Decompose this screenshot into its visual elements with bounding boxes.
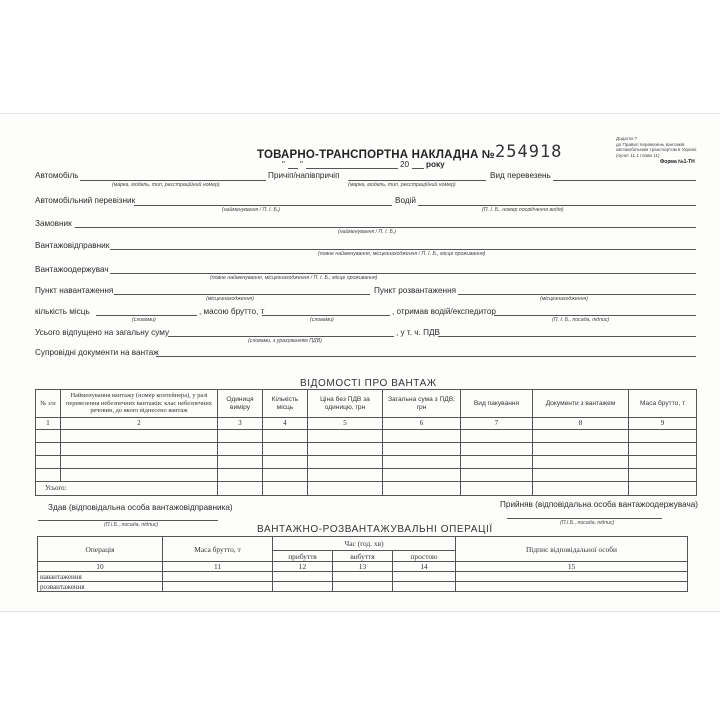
unloading-point-label: Пункт розвантаження (374, 286, 457, 295)
col-number: 13 (333, 562, 393, 572)
car-field[interactable] (80, 180, 266, 181)
col-number: 11 (163, 562, 273, 572)
time-header: Час (год. хв) (273, 537, 456, 551)
loading-point-field[interactable] (114, 294, 370, 295)
col-number: 6 (383, 418, 461, 430)
car-label: Автомобіль (35, 171, 79, 180)
mass-header: Маса брутто, т (163, 537, 273, 562)
cargo-section-title: ВІДОМОСТІ ПРО ВАНТАЖ (300, 378, 437, 389)
total-sum-field[interactable] (168, 336, 394, 337)
arrival-header: прибуття (273, 551, 333, 562)
col-sum-header: Загальна сума з ПДВ, грн (383, 390, 461, 418)
date-year-field[interactable] (412, 168, 424, 169)
trailer-field[interactable] (348, 180, 486, 181)
signature-header: Підпис відповідальної особи (456, 537, 688, 562)
col-number: 14 (393, 562, 456, 572)
customer-label: Замовник (35, 219, 72, 228)
col-price-header: Ціна без ПДВ за одиницю, грн (308, 390, 383, 418)
shipper-field[interactable] (110, 249, 696, 250)
col-number: 10 (38, 562, 163, 572)
col-places-header: Кількість місць (263, 390, 308, 418)
carrier-label: Автомобільний перевізник (35, 196, 136, 205)
col-index-header: № з/п (36, 390, 61, 418)
gross-mass-label: , масою брутто, т (199, 307, 265, 316)
form-title: ТОВАРНО-ТРАНСПОРТНА НАКЛАДНА № (257, 149, 495, 161)
received-by-label: , отримав водій/експедитор (392, 307, 496, 316)
table-row[interactable] (36, 469, 697, 482)
col-docs-header: Документи з вантажем (533, 390, 629, 418)
vat-label: , у т. ч. ПДВ (396, 328, 441, 337)
carrier-field[interactable] (134, 205, 392, 206)
table-row[interactable] (38, 582, 688, 592)
col-name-header: Найменування вантажу (номер контейнера), у разі перевезення небезпечних вантажів: клас небезпечних речовин, до якого віднесено вантаж (61, 390, 218, 418)
col-number: 12 (273, 562, 333, 572)
accepted-signature-field[interactable] (507, 518, 662, 519)
operations-section-title: ВАНТАЖНО-РОЗВАНТАЖУВАЛЬНІ ОПЕРАЦІЇ (257, 524, 493, 535)
form-number: 254918 (495, 142, 563, 162)
col-number: 9 (629, 418, 697, 430)
col-number: 3 (218, 418, 263, 430)
loading-row-label: навантаження (38, 572, 163, 582)
operations-table (37, 536, 688, 592)
unloading-point-field[interactable] (458, 294, 696, 295)
col-number: 2 (61, 418, 218, 430)
operation-header: Операція (38, 537, 163, 562)
vat-field[interactable] (438, 336, 696, 337)
col-package-header: Вид пакування (461, 390, 533, 418)
total-sum-label: Усього відпущено на загальну суму (35, 328, 170, 337)
shipper-label: Вантажовідправник (35, 241, 110, 250)
date-month-field[interactable] (306, 168, 398, 169)
accepted-label: Прийняв (відповідальна особа вантажоодержувача) (500, 500, 699, 509)
waybill-sheet: ТОВАРНО-ТРАНСПОРТНА НАКЛАДНА № 254918 Додаток 7 до Правил перевезень вантажів автомобільним транспортом в Україні (пункт 11.1 глави 11) Форма №1-ТН " " 20 року Автомобіль (марка, модель, тип, реєстраційний номер) Причіп/напівпричіп (марка, модель, тип, реєстраційний номер) Вид перевезень Автомобільний перевізник (найменування / П. І. Б.) Водій (П. І. Б., номер посвідчення водія) Замовник (найменування / П. І. Б.) Вантажовідправник (повне найменування, місцезнаходження / П. І. Б., місце проживання) Вантажоодержувач (повне найменування, місцезнаходження / П. І. Б., місце проживання) Пункт навантаження (місцезнаходження) Пункт розвантаження (місцезнаходження) кількість місць (словами) , масою брутто, т (словами) , отримав водій/експедитор (П. І. Б., посада, підпис) Усього відпущено на загальну суму (словами, з урахуванням ПДВ) , у т. ч. ПДВ Супровідні документи на вантаж ВІДОМОСТІ ПРО ВАНТАЖ № з/п Найменування вантажу (номер контейнера), у разі перевезення небезпечних вантажів: клас небезпечних речовин, до якого віднесено вантаж Одиниця виміру Кількість місць Ціна без ПДВ за одиницю, грн Загальна сума з ПДВ, грн Вид пакування Документи з вантажем Маса брутто, т 1 2 3 4 5 6 7 8 9 Усього: Здав (відповідальна особа вантажовідправника) (П.І.Б., посада, підпис) Прийняв (відповідальна особа вантажоодержувача) (П.І.Б., посада, підпис) ВАНТАЖНО-РОЗВАНТАЖУВАЛЬНІ ОПЕРАЦІЇ Операція Маса брутто, т Час (год. хв) Підпис відповідальної особи прибуття вибуття простою 10 11 12 13 14 15 навантаження розвантаження (0, 113, 720, 612)
legal-note: Додаток 7 до Правил перевезень вантажів автомобільним транспортом в Україні (пункт 11.1 глави 11) (616, 136, 697, 158)
col-number: 15 (456, 562, 688, 572)
col-mass-header: Маса брутто, т (629, 390, 697, 418)
consignee-field[interactable] (110, 273, 696, 274)
col-number: 1 (36, 418, 61, 430)
col-number: 4 (263, 418, 308, 430)
documents-field[interactable] (156, 356, 696, 357)
departure-header: вибуття (333, 551, 393, 562)
handed-signature-field[interactable] (38, 520, 218, 521)
table-row[interactable] (38, 572, 688, 582)
total-label: Усього: (36, 482, 218, 496)
received-by-field[interactable] (494, 315, 696, 316)
driver-field[interactable] (418, 205, 696, 206)
transport-type-label: Вид перевезень (490, 171, 551, 180)
total-row (36, 482, 697, 496)
customer-field[interactable] (75, 227, 696, 228)
cargo-table (35, 389, 697, 496)
places-count-label: кількість місць (35, 307, 90, 316)
col-number: 5 (308, 418, 383, 430)
transport-type-field[interactable] (553, 180, 696, 181)
table-row[interactable] (36, 456, 697, 469)
places-count-field[interactable] (96, 315, 197, 316)
loading-point-label: Пункт навантаження (35, 286, 114, 295)
consignee-label: Вантажоодержувач (35, 265, 109, 274)
form-name: Форма №1-ТН (660, 159, 695, 165)
idle-header: простою (393, 551, 456, 562)
col-number: 7 (461, 418, 533, 430)
trailer-label: Причіп/напівпричіп (268, 171, 340, 180)
col-unit-header: Одиниця виміру (218, 390, 263, 418)
date-day-field[interactable] (288, 168, 298, 169)
col-number: 8 (533, 418, 629, 430)
table-row[interactable] (36, 430, 697, 443)
driver-label: Водій (395, 196, 417, 205)
unloading-row-label: розвантаження (38, 582, 163, 592)
documents-label: Супровідні документи на вантаж (35, 348, 159, 357)
handed-label: Здав (відповідальна особа вантажовідправника) (48, 503, 233, 512)
table-row[interactable] (36, 443, 697, 456)
gross-mass-field[interactable] (262, 315, 390, 316)
